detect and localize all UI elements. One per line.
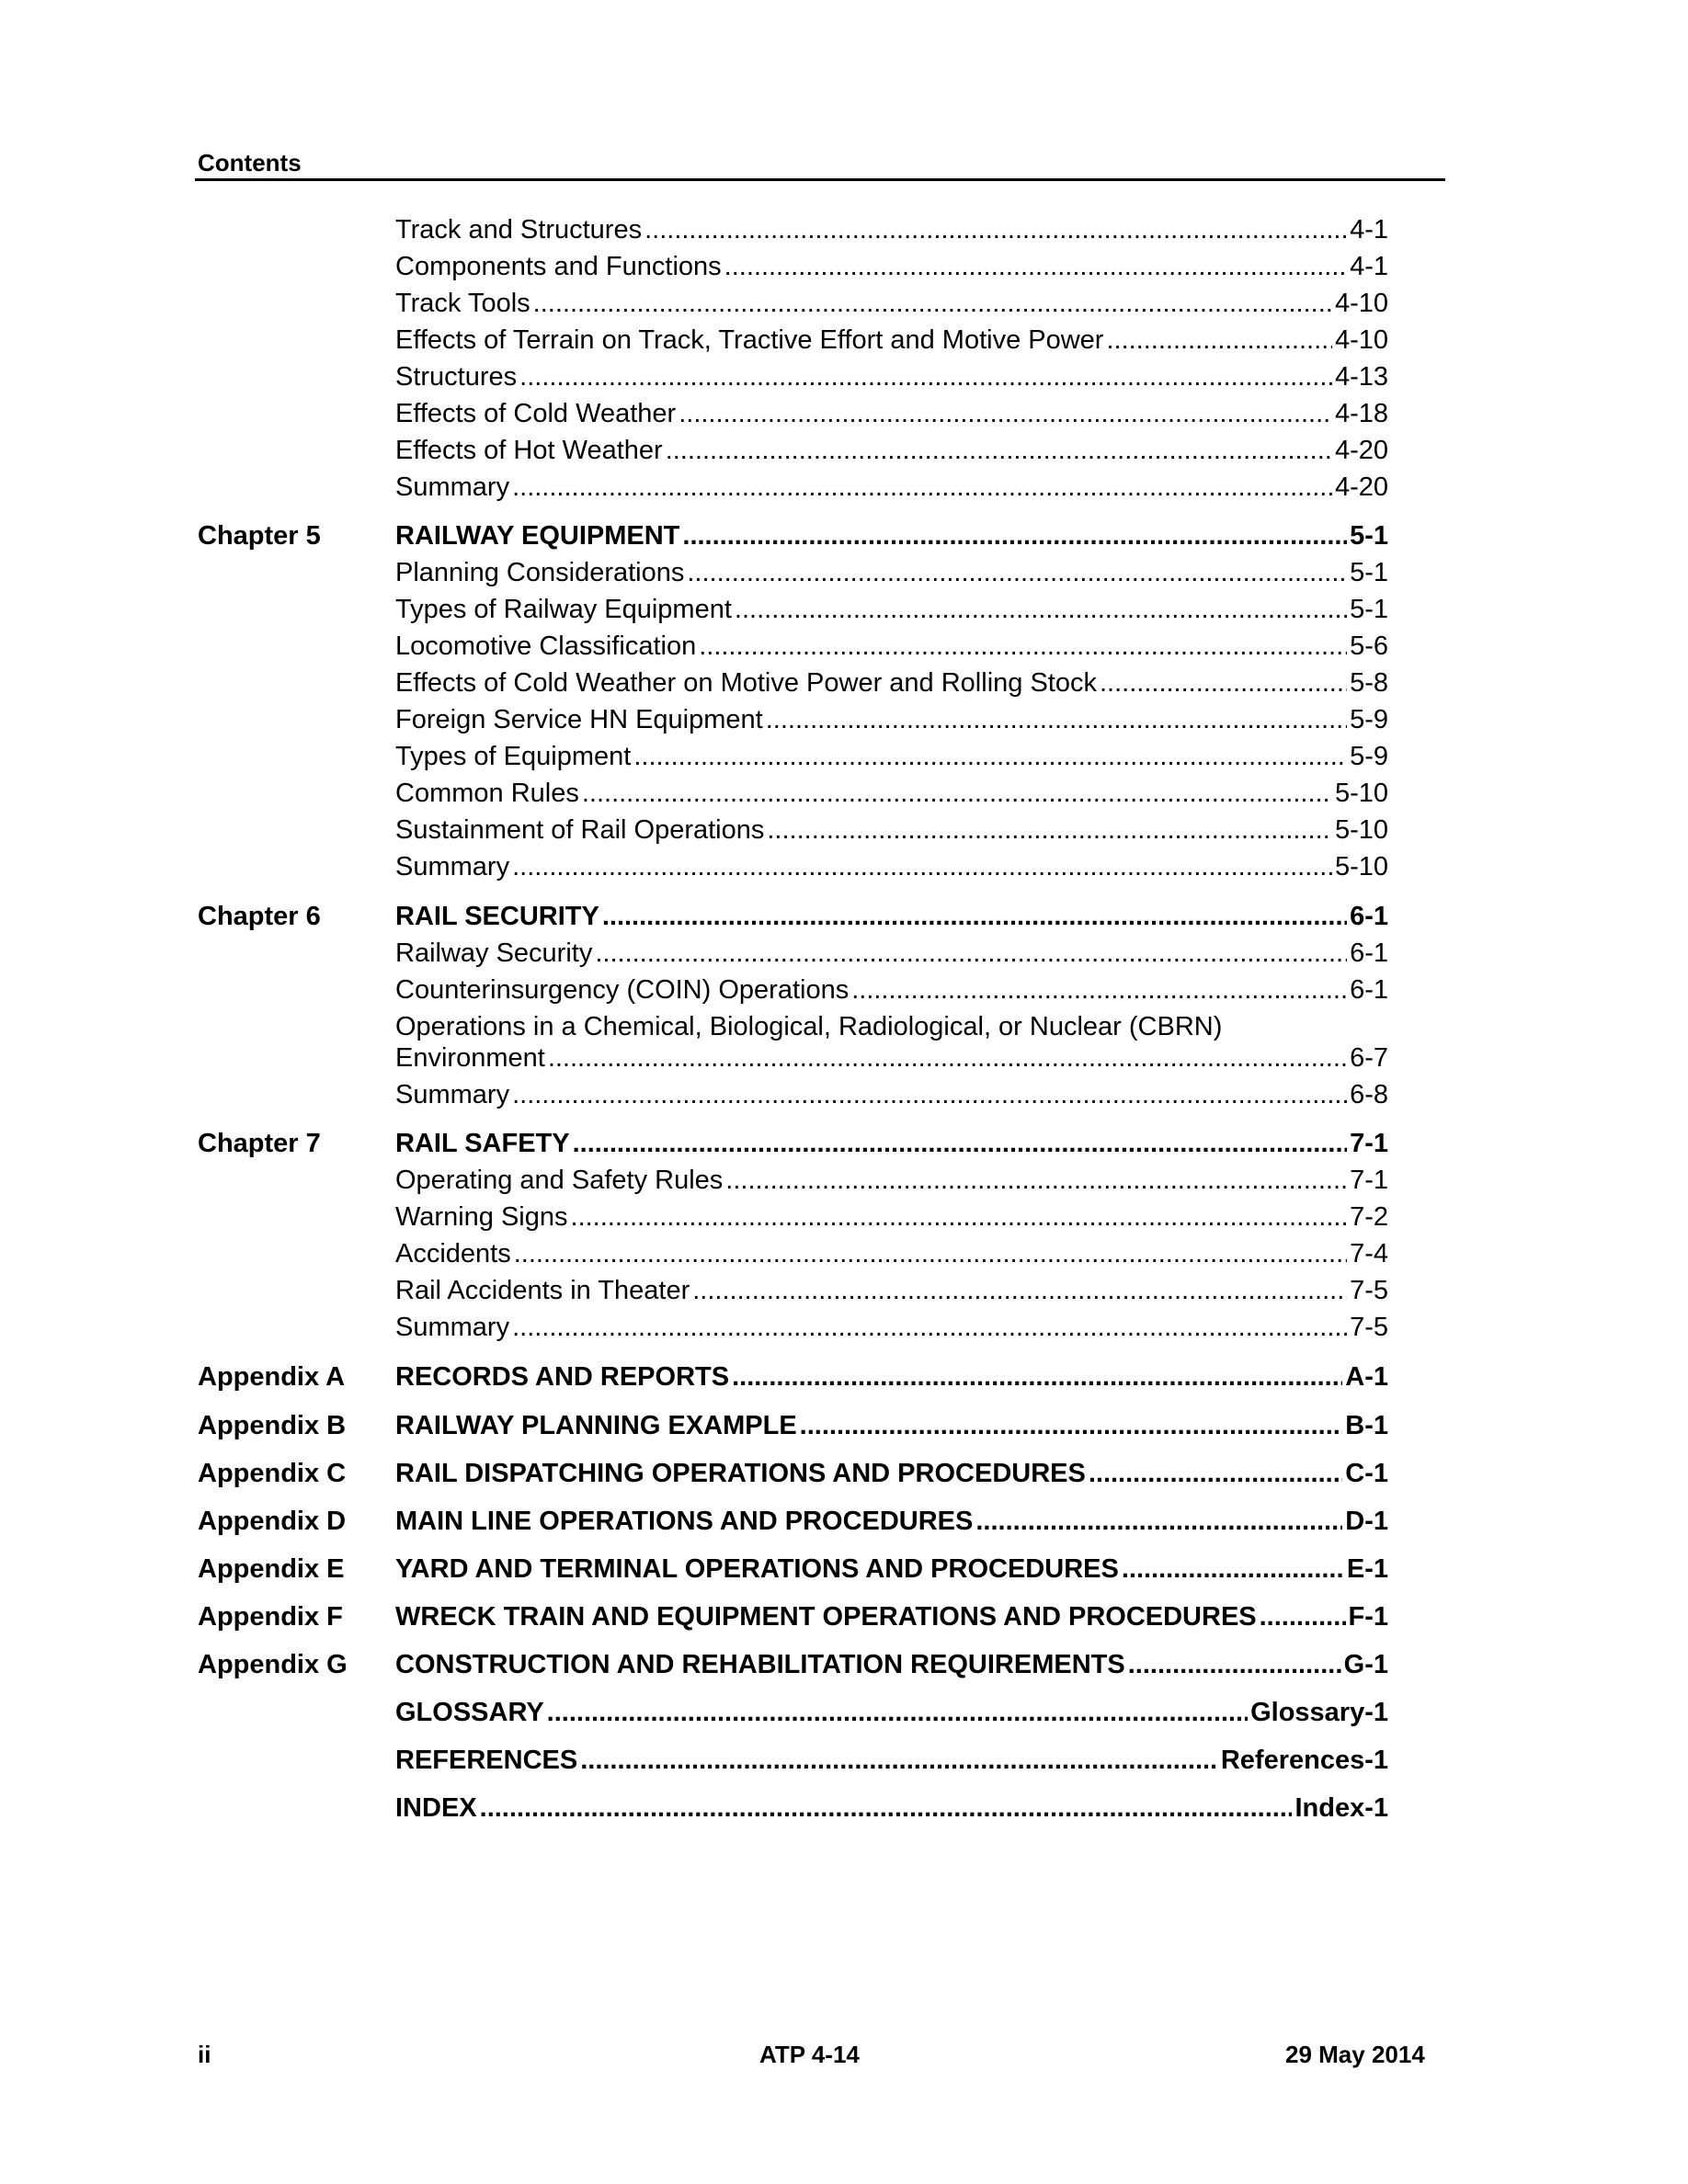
toc-heading-entry[interactable] <box>395 1790 1388 1826</box>
toc-entry-title: Counterinsurgency (COIN) Operations <box>395 975 850 1005</box>
toc-entry-page: 5-1 <box>1350 595 1388 624</box>
footer-date: 29 May 2014 <box>1285 2041 1425 2068</box>
toc-entry-page: 5-9 <box>1350 742 1388 771</box>
toc-entry[interactable] <box>395 775 1388 812</box>
dot-leader <box>687 554 1347 591</box>
toc-section-label: Appendix D <box>198 1507 347 1536</box>
dot-leader <box>519 358 1332 395</box>
dot-leader <box>595 935 1347 972</box>
toc-heading-entry[interactable] <box>395 1455 1388 1492</box>
toc-entry-title: Planning Considerations <box>395 558 685 587</box>
dot-leader <box>735 591 1347 628</box>
toc-entry-title: Components and Functions <box>395 252 722 281</box>
toc-entry-page: References-1 <box>1220 1746 1388 1775</box>
dot-leader <box>800 1407 1343 1444</box>
dot-leader <box>725 1162 1347 1199</box>
dot-leader <box>571 1199 1348 1235</box>
dot-leader <box>767 812 1332 848</box>
page-header-title: Contents <box>198 149 302 176</box>
toc-entry-title: Locomotive Classification <box>395 631 697 661</box>
toc-entry-page: C-1 <box>1345 1459 1388 1488</box>
toc-entry-page: 7-1 <box>1350 1166 1388 1195</box>
toc-entry-page: A-1 <box>1345 1362 1388 1392</box>
dot-leader <box>573 1125 1347 1162</box>
toc-entry-page: 4-20 <box>1334 436 1388 465</box>
toc-entry-page: 7-5 <box>1350 1313 1388 1342</box>
toc-entry-title: Track Tools <box>395 289 530 318</box>
dot-leader <box>512 1076 1347 1113</box>
toc-entry-page: 7-5 <box>1350 1276 1388 1305</box>
toc-heading-entry[interactable] <box>395 1646 1388 1683</box>
toc-entry-title: Environment <box>395 1043 545 1073</box>
toc-entry-title: Types of Railway Equipment <box>395 595 732 624</box>
toc-entry-title: MAIN LINE OPERATIONS AND PROCEDURES <box>395 1507 974 1536</box>
toc-entry-title: Common Rules <box>395 779 579 808</box>
dot-leader <box>1089 1455 1342 1492</box>
dot-leader <box>633 738 1347 775</box>
toc-entry-title: YARD AND TERMINAL OPERATIONS AND PROCEDURES <box>395 1554 1119 1584</box>
toc-entry-title: Types of Equipment <box>395 742 632 771</box>
toc-heading-entry[interactable] <box>395 1694 1388 1731</box>
toc-entry-page: 5-9 <box>1350 705 1388 734</box>
dot-leader <box>699 628 1347 665</box>
toc-entry[interactable] <box>395 848 1388 885</box>
dot-leader <box>644 211 1347 248</box>
toc-section-label: Chapter 5 <box>198 521 321 551</box>
toc-entry-title: Summary <box>395 852 510 882</box>
toc-section-label: Appendix A <box>198 1362 346 1392</box>
toc-entry-title: Summary <box>395 472 510 502</box>
toc-entry[interactable] <box>395 1162 1388 1199</box>
toc-entry-page: 4-18 <box>1334 399 1388 428</box>
toc-entry[interactable] <box>395 1199 1388 1235</box>
toc-entry[interactable] <box>395 1040 1388 1076</box>
toc-entry-title: REFERENCES <box>395 1746 578 1775</box>
toc-entry[interactable] <box>395 1309 1388 1346</box>
toc-entry-page: 5-1 <box>1350 521 1388 551</box>
toc-entry[interactable] <box>395 554 1388 591</box>
toc-section-label: Appendix E <box>198 1554 345 1584</box>
toc-entry-title: RAIL DISPATCHING OPERATIONS AND PROCEDURES <box>395 1459 1086 1488</box>
toc-entry-title: Summary <box>395 1080 510 1109</box>
toc-entry-title: Operating and Safety Rules <box>395 1166 724 1195</box>
toc-heading-entry[interactable] <box>395 1598 1388 1635</box>
dot-leader <box>582 775 1332 812</box>
toc-entry-page: 5-8 <box>1350 668 1388 698</box>
dot-leader <box>512 848 1332 885</box>
toc-entry[interactable] <box>395 1076 1388 1113</box>
toc-entry-page: 4-20 <box>1334 472 1388 502</box>
toc-heading-entry[interactable] <box>395 1359 1388 1395</box>
dot-leader <box>724 248 1347 285</box>
dot-leader <box>1100 665 1347 701</box>
toc-entry-title: RAIL SAFETY <box>395 1129 570 1158</box>
toc-entry-title: Effects of Hot Weather <box>395 436 663 465</box>
toc-entry-title: GLOSSARY <box>395 1698 544 1727</box>
dot-leader <box>548 1040 1347 1076</box>
toc-entry[interactable] <box>395 322 1388 358</box>
toc-entry-page: 5-1 <box>1350 558 1388 587</box>
toc-heading-entry[interactable] <box>395 1551 1388 1587</box>
toc-entry-page: 6-1 <box>1350 902 1388 931</box>
dot-leader <box>766 701 1347 738</box>
toc-entry-title: CONSTRUCTION AND REHABILITATION REQUIREMENTS <box>395 1650 1125 1679</box>
footer-page-number: ii <box>198 2041 211 2068</box>
toc-section-label: Appendix C <box>198 1459 347 1488</box>
toc-heading-entry[interactable] <box>395 1407 1388 1444</box>
toc-entry[interactable] <box>395 432 1388 469</box>
toc-entry[interactable] <box>395 812 1388 848</box>
toc-entry-page: G-1 <box>1343 1650 1388 1679</box>
toc-entry-page: 7-2 <box>1350 1202 1388 1232</box>
dot-leader <box>580 1742 1218 1779</box>
toc-entry[interactable] <box>395 211 1388 248</box>
dot-leader <box>851 972 1347 1008</box>
toc-entry-title: INDEX <box>395 1793 477 1823</box>
toc-entry-title: Effects of Cold Weather on Motive Power and Rolling Stock <box>395 668 1097 698</box>
toc-entry-page: 4-10 <box>1334 289 1388 318</box>
dot-leader <box>512 1309 1347 1346</box>
dot-leader <box>1122 1551 1344 1587</box>
dot-leader <box>732 1359 1342 1395</box>
toc-entry[interactable] <box>395 1272 1388 1309</box>
toc-section-label: Appendix F <box>198 1602 343 1632</box>
toc-entry-page: D-1 <box>1345 1507 1388 1536</box>
toc-entry[interactable] <box>395 665 1388 701</box>
dot-leader <box>602 898 1347 935</box>
toc-entry[interactable] <box>395 591 1388 628</box>
toc-heading-entry[interactable] <box>395 898 1388 935</box>
dot-leader <box>679 395 1332 432</box>
dot-leader <box>512 469 1332 506</box>
toc-entry-title: Rail Accidents in Theater <box>395 1276 690 1305</box>
dot-leader <box>975 1503 1342 1540</box>
toc-entry-page: 6-7 <box>1350 1043 1388 1073</box>
toc-entry-page: 6-1 <box>1350 938 1388 968</box>
toc-entry-title: Effects of Cold Weather <box>395 399 677 428</box>
toc-entry[interactable] <box>395 935 1388 972</box>
toc-entry-page: 4-13 <box>1334 362 1388 392</box>
dot-leader <box>682 518 1347 554</box>
header-rule <box>195 178 1445 181</box>
toc-entry-title: Accidents <box>395 1239 511 1268</box>
toc-heading-entry[interactable] <box>395 518 1388 554</box>
toc-heading-entry[interactable] <box>395 1742 1388 1779</box>
toc-entry-page: 5-10 <box>1334 852 1388 882</box>
toc-entry-title: RECORDS AND REPORTS <box>395 1362 730 1392</box>
toc-entry[interactable] <box>395 248 1388 285</box>
dot-leader <box>547 1694 1248 1731</box>
dot-leader <box>514 1235 1347 1272</box>
toc-entry-title: Foreign Service HN Equipment <box>395 705 763 734</box>
toc-entry-title: WRECK TRAIN AND EQUIPMENT OPERATIONS AND PROCEDURES <box>395 1602 1257 1632</box>
dot-leader <box>1128 1646 1341 1683</box>
toc-entry[interactable] <box>395 395 1388 432</box>
toc-entry[interactable] <box>395 285 1388 322</box>
toc-entry-title: Warning Signs <box>395 1202 568 1232</box>
dot-leader <box>480 1790 1293 1826</box>
toc-entry-page: E-1 <box>1346 1554 1388 1584</box>
toc-entry-title: RAILWAY PLANNING EXAMPLE <box>395 1411 797 1440</box>
toc-entry-title-line: Operations in a Chemical, Biological, Radiological, or Nuclear (CBRN) <box>395 1012 1223 1041</box>
toc-entry-page: 5-10 <box>1334 815 1388 845</box>
toc-entry-page: 7-4 <box>1350 1239 1388 1268</box>
toc-entry-title: Railway Security <box>395 938 593 968</box>
toc-entry-page: 5-10 <box>1334 779 1388 808</box>
toc-heading-entry[interactable] <box>395 1503 1388 1540</box>
toc-entry[interactable] <box>395 628 1388 665</box>
toc-entry[interactable] <box>395 1235 1388 1272</box>
toc-entry-title: RAIL SECURITY <box>395 902 599 931</box>
toc-entry-page: 5-6 <box>1350 631 1388 661</box>
dot-leader <box>1260 1598 1346 1635</box>
toc-entry-title: Sustainment of Rail Operations <box>395 815 765 845</box>
toc-entry-page: 7-1 <box>1350 1129 1388 1158</box>
toc-entry[interactable] <box>395 358 1388 395</box>
toc-entry-title: Summary <box>395 1313 510 1342</box>
toc-section-label: Chapter 7 <box>198 1129 321 1158</box>
toc-entry[interactable] <box>395 701 1388 738</box>
toc-section-label: Appendix B <box>198 1411 347 1440</box>
toc-entry-page: B-1 <box>1345 1411 1388 1440</box>
toc-entry-page: 6-1 <box>1350 975 1388 1005</box>
toc-entry-page: Glossary-1 <box>1250 1698 1388 1727</box>
toc-entry-page: Index-1 <box>1295 1793 1388 1823</box>
toc-entry-title: RAILWAY EQUIPMENT <box>395 521 680 551</box>
toc-entry-title: Track and Structures <box>395 215 643 245</box>
dot-leader <box>533 285 1332 322</box>
toc-entry[interactable] <box>395 469 1388 506</box>
toc-heading-entry[interactable] <box>395 1125 1388 1162</box>
toc-entry-title: Effects of Terrain on Track, Tractive Effort and Motive Power <box>395 325 1104 355</box>
toc-entry-page: 6-8 <box>1350 1080 1388 1109</box>
toc-entry-page: F-1 <box>1348 1602 1388 1632</box>
dot-leader <box>692 1272 1347 1309</box>
toc-section-label: Appendix G <box>198 1650 348 1679</box>
dot-leader <box>666 432 1332 469</box>
toc-section-label: Chapter 6 <box>198 902 321 931</box>
footer-document-id: ATP 4-14 <box>759 2041 860 2068</box>
toc-entry-page: 4-1 <box>1350 215 1388 245</box>
toc-entry-title: Structures <box>395 362 518 392</box>
dot-leader <box>1106 322 1331 358</box>
toc-entry-page: 4-10 <box>1334 325 1388 355</box>
toc-entry[interactable] <box>395 738 1388 775</box>
toc-entry[interactable] <box>395 972 1388 1008</box>
toc-entry-page: 4-1 <box>1350 252 1388 281</box>
